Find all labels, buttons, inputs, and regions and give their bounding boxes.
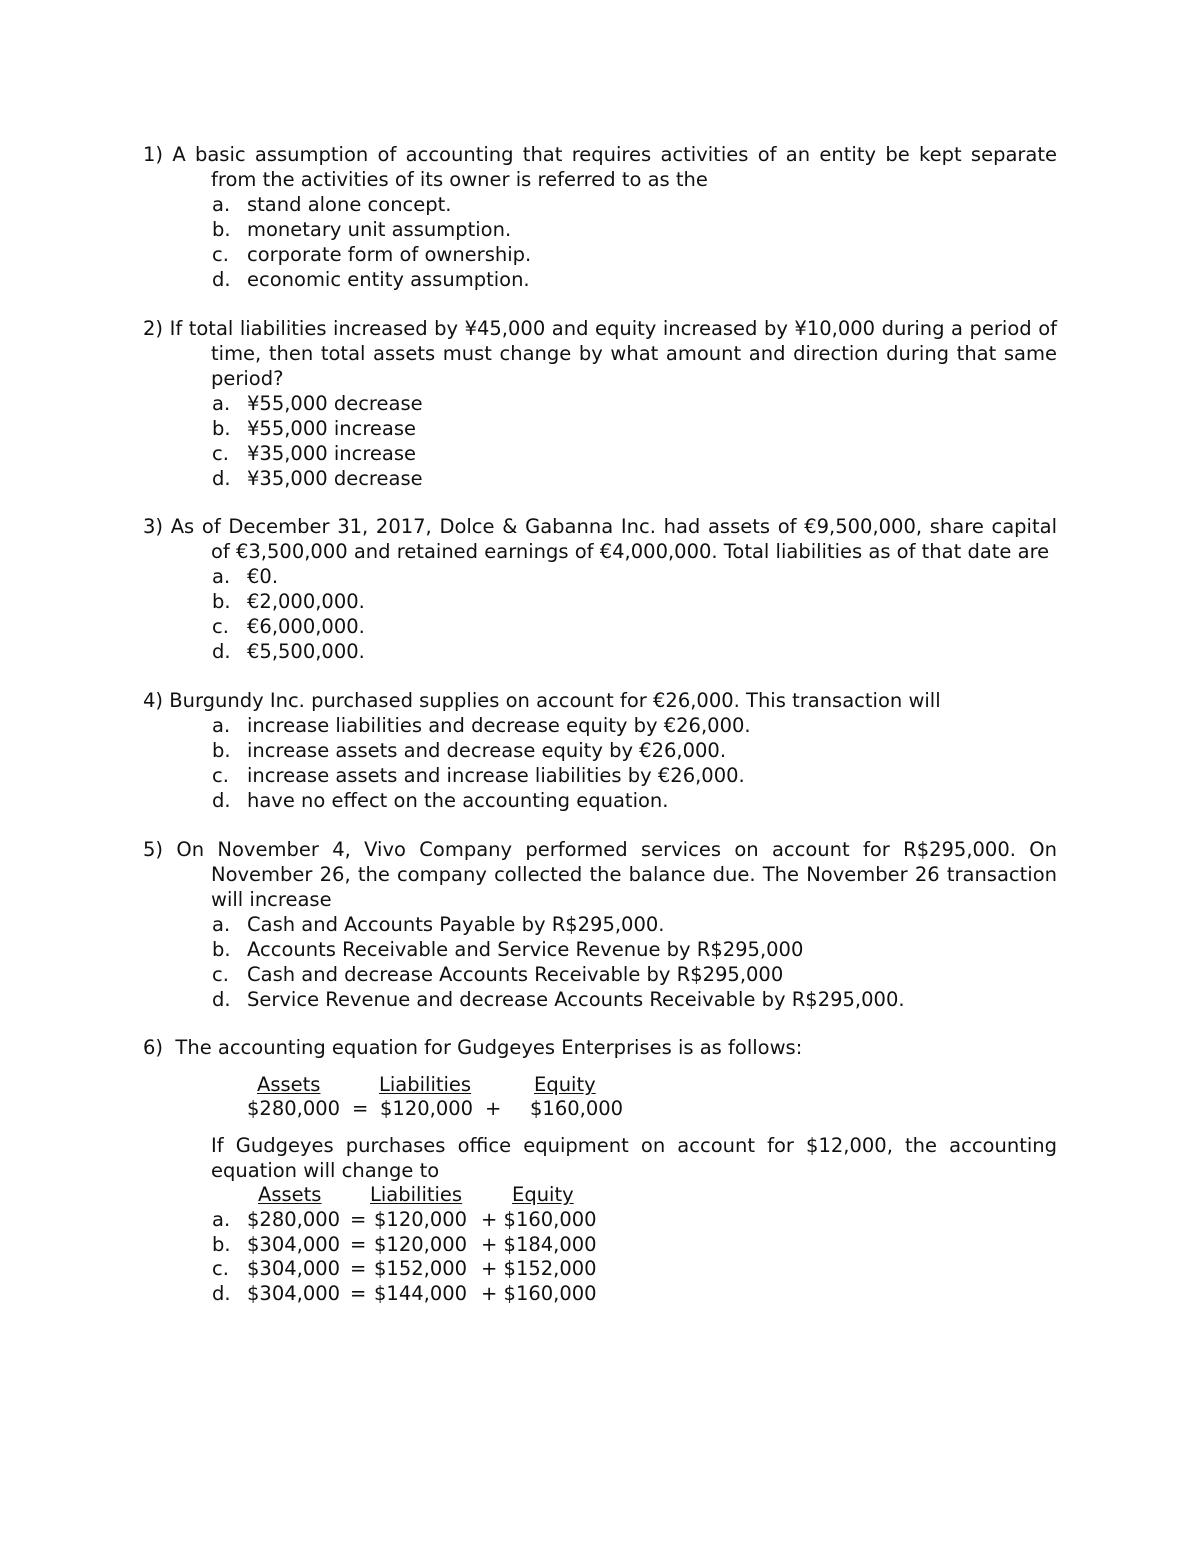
option-text: increase assets and increase liabilities by €26,000. [247, 764, 745, 787]
option-text: increase liabilities and decrease equity by €26,000. [247, 714, 751, 737]
liabilities-header: Liabilities [370, 1183, 463, 1206]
option-d[interactable] [143, 788, 1057, 813]
option-text: corporate form of ownership. [247, 243, 532, 266]
question-number: 4) [143, 689, 164, 712]
option-text: Accounts Receivable and Service Revenue by R$295,000 [247, 938, 804, 961]
option-text: Cash and Accounts Payable by R$295,000. [247, 913, 665, 936]
option-text: Cash and decrease Accounts Receivable by R$295,000 [247, 963, 784, 986]
option-text: €0. [247, 565, 279, 588]
option-letter: c. [212, 243, 229, 266]
option-list [143, 391, 1057, 491]
option-d[interactable] [143, 466, 1057, 491]
option-equals: = [350, 1233, 367, 1256]
question-stem [143, 837, 1057, 912]
given-assets: $280,000 [247, 1097, 341, 1120]
question-text: A basic assumption of accounting that requires activities of an entity be kept separate from the activities of its owner is referred to as the [172, 143, 1058, 191]
question-stem [143, 688, 1057, 713]
option-a[interactable] [143, 192, 1057, 217]
option-equity: + $160,000 [481, 1208, 597, 1231]
option-letter: c. [212, 442, 229, 465]
option-a[interactable] [143, 564, 1057, 589]
option-letter: c. [212, 1257, 229, 1280]
question-4 [143, 688, 1057, 813]
followup-text [211, 1133, 1057, 1183]
question-stem [143, 142, 1057, 192]
option-letter: d. [212, 988, 231, 1011]
option-d[interactable] [143, 267, 1057, 292]
question-stem [143, 316, 1057, 391]
option-text: €6,000,000. [247, 615, 365, 638]
option-a[interactable] [143, 391, 1057, 416]
option-assets: $304,000 [247, 1233, 341, 1256]
given-plus: + [485, 1097, 502, 1120]
option-liabilities: $120,000 [374, 1233, 468, 1256]
question-3 [143, 514, 1057, 664]
question-5 [143, 837, 1057, 1012]
question-number: 6) [143, 1036, 164, 1059]
equity-header: Equity [534, 1073, 596, 1096]
option-list [143, 912, 1057, 1012]
option-equals: = [350, 1282, 367, 1305]
followup-stem: If Gudgeyes purchases office equipment on account for $12,000, the accounting equation will change to [211, 1134, 1057, 1182]
option-letter: b. [212, 218, 231, 241]
question-number: 5) [143, 838, 164, 861]
option-c[interactable] [143, 441, 1057, 466]
option-letter: b. [212, 938, 231, 961]
option-b[interactable] [143, 738, 1057, 763]
given-equals: = [352, 1097, 369, 1120]
option-b[interactable] [143, 217, 1057, 242]
option-letter: b. [212, 1233, 231, 1256]
equity-header: Equity [512, 1183, 574, 1206]
option-b[interactable] [143, 589, 1057, 614]
question-stem [143, 514, 1057, 564]
given-liabilities: $120,000 [380, 1097, 474, 1120]
option-liabilities: $144,000 [374, 1282, 468, 1305]
option-equity: + $160,000 [481, 1282, 597, 1305]
option-b[interactable] [143, 416, 1057, 441]
question-text: As of December 31, 2017, Dolce & Gabanna Inc. had assets of €9,500,000, share capital of €3,500,000 and retained earnings of €4,000,000. Total liabilities as of that date are [170, 515, 1057, 563]
question-number: 1) [143, 143, 164, 166]
assets-header: Assets [257, 1073, 321, 1096]
option-equals: = [350, 1208, 367, 1231]
option-d[interactable] [143, 987, 1057, 1012]
option-letter: b. [212, 590, 231, 613]
liabilities-header: Liabilities [379, 1073, 472, 1096]
option-text: Service Revenue and decrease Accounts Receivable by R$295,000. [247, 988, 905, 1011]
question-2 [143, 316, 1057, 491]
option-c[interactable] [143, 614, 1057, 639]
option-liabilities: $152,000 [374, 1257, 468, 1280]
option-text: €2,000,000. [247, 590, 365, 613]
option-liabilities: $120,000 [374, 1208, 468, 1231]
option-letter: a. [212, 913, 231, 936]
option-letter: a. [212, 565, 231, 588]
option-text: increase assets and decrease equity by €26,000. [247, 739, 727, 762]
option-text: economic entity assumption. [247, 268, 530, 291]
option-letter: a. [212, 714, 231, 737]
option-text: stand alone concept. [247, 193, 452, 216]
option-text: ¥35,000 increase [247, 442, 417, 465]
question-number: 3) [143, 515, 164, 538]
option-letter: d. [212, 640, 231, 663]
question-text: On November 4, Vivo Company performed services on account for R$295,000. On November 26, the company collected the balance due. The November 26 transaction will increase [176, 838, 1057, 911]
option-a[interactable] [143, 912, 1057, 937]
option-letter: c. [212, 764, 229, 787]
option-d[interactable] [143, 639, 1057, 664]
option-text: ¥55,000 decrease [247, 392, 423, 415]
option-list [143, 713, 1057, 813]
option-equity: + $152,000 [481, 1257, 597, 1280]
question-stem [143, 1036, 802, 1060]
option-text: €5,500,000. [247, 640, 365, 663]
option-text: ¥35,000 decrease [247, 467, 423, 490]
option-letter: a. [212, 193, 231, 216]
option-letter: b. [212, 417, 231, 440]
assets-header: Assets [258, 1183, 322, 1206]
option-letter: c. [212, 615, 229, 638]
option-letter: c. [212, 963, 229, 986]
option-letter: d. [212, 1282, 231, 1305]
option-c[interactable] [143, 242, 1057, 267]
option-a[interactable] [143, 713, 1057, 738]
option-b[interactable] [143, 937, 1057, 962]
option-text: monetary unit assumption. [247, 218, 512, 241]
option-assets: $304,000 [247, 1282, 341, 1305]
option-assets: $280,000 [247, 1208, 341, 1231]
option-list [143, 192, 1057, 292]
question-number: 2) [143, 317, 164, 340]
option-text: ¥55,000 increase [247, 417, 417, 440]
given-equity: $160,000 [530, 1097, 624, 1120]
option-letter: d. [212, 268, 231, 291]
option-text: have no effect on the accounting equation. [247, 789, 669, 812]
option-letter: d. [212, 467, 231, 490]
option-assets: $304,000 [247, 1257, 341, 1280]
option-c[interactable] [143, 962, 1057, 987]
option-letter: b. [212, 739, 231, 762]
option-equals: = [350, 1257, 367, 1280]
option-letter: a. [212, 1208, 231, 1231]
option-equity: + $184,000 [481, 1233, 597, 1256]
question-1 [143, 142, 1057, 292]
question-text: If total liabilities increased by ¥45,000 and equity increased by ¥10,000 during a period of time, then total assets must change by what amount and direction during that same period? [169, 317, 1057, 390]
option-list [143, 564, 1057, 664]
question-text: The accounting equation for Gudgeyes Enterprises is as follows: [175, 1036, 803, 1059]
option-letter: a. [212, 392, 231, 415]
option-letter: d. [212, 789, 231, 812]
question-text: Burgundy Inc. purchased supplies on account for €26,000. This transaction will [169, 689, 941, 712]
option-c[interactable] [143, 763, 1057, 788]
